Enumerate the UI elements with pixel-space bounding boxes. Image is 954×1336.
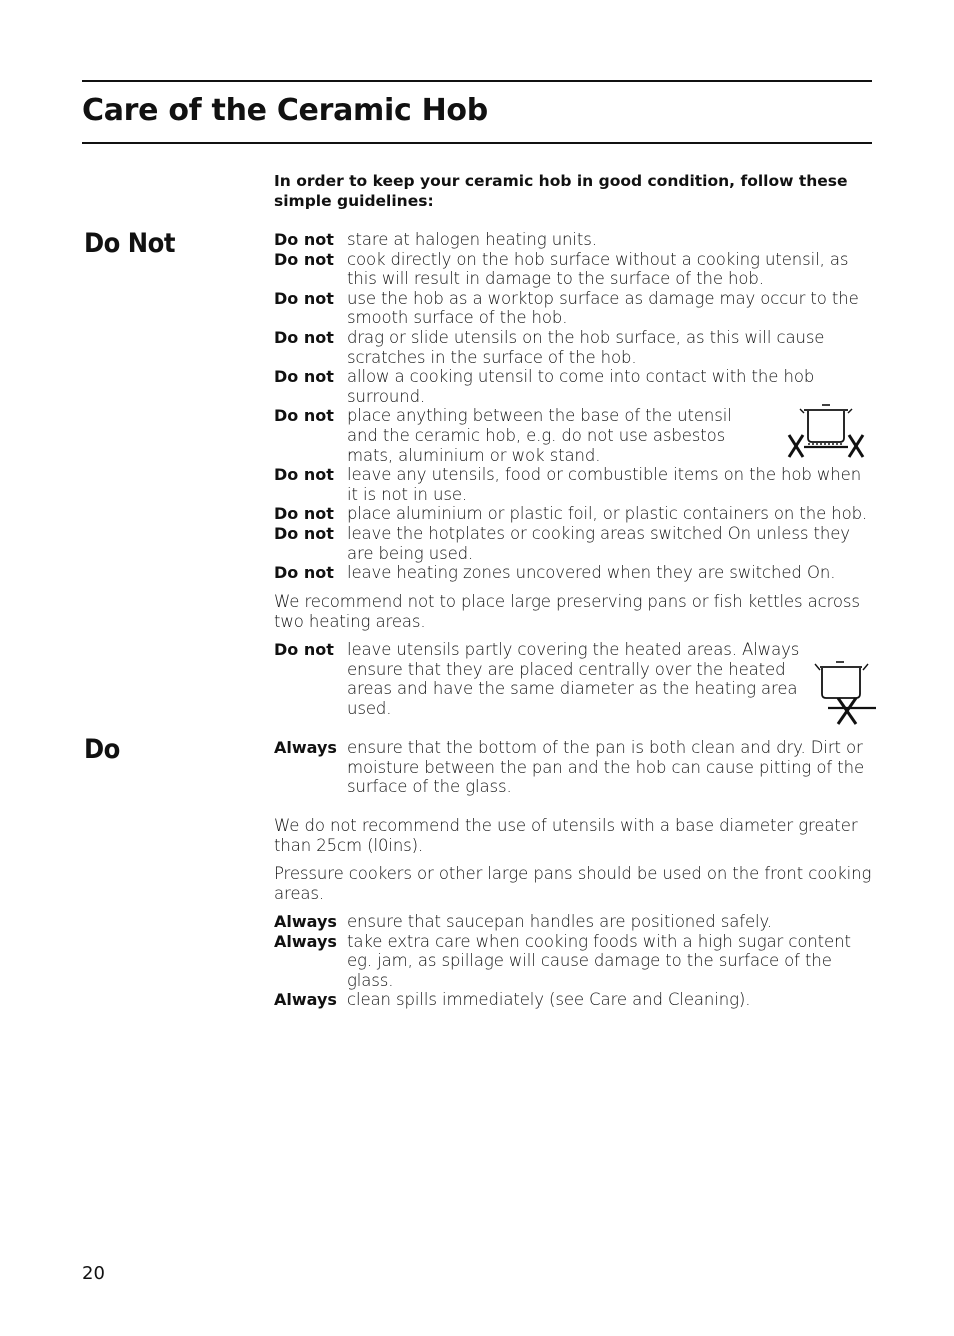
title-rule-bottom — [82, 142, 872, 144]
do-not-keyword: Do not — [274, 465, 334, 485]
do-not-item — [274, 563, 872, 583]
do-not-item — [274, 367, 872, 406]
section-heading-do: Do — [84, 734, 120, 765]
do-not-item — [274, 328, 872, 367]
always-keyword: Always — [274, 990, 337, 1010]
do-not-item — [274, 406, 872, 465]
do-not-keyword: Do not — [274, 249, 334, 269]
title-rule-top — [82, 80, 872, 82]
do-not-text: place anything between the base of the utensil and the ceramic hob, e.g. do not use asbestos mats, aluminium or wok stand. — [347, 406, 732, 465]
page-title: Care of the Ceramic Hob — [82, 93, 488, 128]
do-not-item — [274, 250, 872, 289]
always-text: ensure that the bottom of the pan is both clean and dry. Dirt or moisture between the pan and the hob can cause pitting of the surface of the glass. — [347, 738, 865, 797]
pressure-paragraph: Pressure cookers or other large pans should be used on the front cooking areas. — [274, 864, 872, 903]
do-not-list — [274, 230, 872, 583]
always-list — [274, 912, 872, 1010]
do-not-text: drag or slide utensils on the hob surface, as this will cause scratches in the surface of the hob. — [347, 327, 825, 367]
do-not-item — [274, 465, 872, 504]
do-not-text: leave any utensils, food or combustible items on the hob when it is not in use. — [347, 465, 862, 504]
section-heading-do-not: Do Not — [84, 228, 175, 259]
do-not-text: allow a cooking utensil to come into contact with the hob surround. — [347, 367, 815, 406]
pan-on-stand-crossed-icon — [786, 402, 870, 462]
recommend-paragraph: We recommend not to place large preserving pans or fish kettles across two heating areas. — [274, 592, 860, 631]
do-not-keyword: Do not — [274, 288, 334, 308]
do-not-keyword: Do not — [274, 504, 334, 524]
do-not-text: leave utensils partly covering the heated areas. Always ensure that they are placed centrally over the heated areas and have the same diameter as the heating area used. — [347, 640, 800, 718]
do-not-keyword: Do not — [274, 640, 334, 659]
do-not-keyword: Do not — [274, 406, 334, 426]
do-not-partial-block — [274, 640, 872, 718]
do-not-keyword: Do not — [274, 523, 334, 543]
do-not-text: leave the hotplates or cooking areas switched On unless they are being used. — [347, 523, 850, 563]
always-keyword: Always — [274, 912, 337, 931]
always-item — [274, 990, 872, 1010]
always-text: take extra care when cooking foods with a high sugar content eg. jam, as spillage will cause damage to the surface of the glass. — [347, 931, 851, 990]
do-not-keyword: Do not — [274, 230, 334, 249]
diameter-paragraph: We do not recommend the use of utensils with a base diameter greater than 25cm (l0ins). — [274, 816, 858, 855]
do-not-item — [274, 230, 872, 250]
do-not-keyword: Do not — [274, 367, 334, 387]
do-not-item — [274, 524, 872, 563]
always-keyword: Always — [274, 738, 337, 757]
do-not-text: cook directly on the hob surface without a cooking utensil, as this will result in damage to the surface of the hob. — [347, 249, 849, 289]
always-item — [274, 738, 872, 797]
do-not-text: use the hob as a worktop surface as damage may occur to the smooth surface of the hob. — [347, 288, 859, 328]
do-not-text: stare at halogen heating units. — [347, 230, 597, 249]
always-text: clean spills immediately (see Care and Cleaning). — [347, 990, 751, 1010]
do-not-text: place aluminium or plastic foil, or plastic containers on the hob. — [347, 504, 868, 524]
always-item — [274, 932, 872, 991]
do-not-item — [274, 289, 872, 328]
always-keyword: Always — [274, 931, 337, 951]
do-not-text: leave heating zones uncovered when they are switched On. — [347, 563, 836, 583]
do-not-item — [274, 640, 872, 718]
always-first-block — [274, 738, 872, 797]
intro-text: In order to keep your ceramic hob in good condition, follow these simple guidelines: — [274, 172, 848, 210]
page-number: 20 — [82, 1263, 105, 1284]
do-not-keyword: Do not — [274, 563, 334, 583]
always-text: ensure that saucepan handles are positioned safely. — [347, 912, 772, 931]
pan-off-centre-crossed-icon — [812, 660, 878, 732]
always-item — [274, 912, 872, 932]
do-not-keyword: Do not — [274, 327, 334, 347]
do-not-item — [274, 504, 872, 524]
